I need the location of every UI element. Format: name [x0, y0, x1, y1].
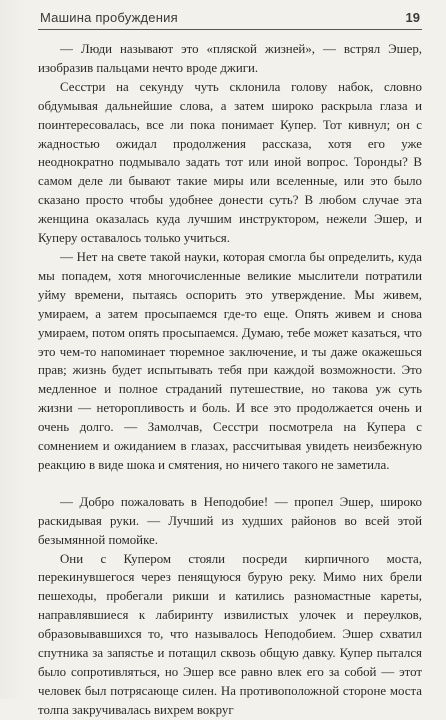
paragraph: — Люди называют это «пляской жизней», — встрял Эшер, изобразив пальцами нечто вроде джиги. [38, 42, 422, 75]
paragraph: Они с Купером стояли посреди кирпичного моста, перекинувшегося через пенящуюся бурую реку. Мимо них брели пешеходы, пробегали рикши и катились разномастные кареты, направлявшиеся к лабиринту извилистых улочек и переулков, образовывавшихся то, что называлось Неподобием. Эшер схватил спутника за запястье и потащил сквозь общую давку. Купер пытался было сопротивляться, но Эшер все равно влек его за собой — этот человек был потрясающе силен. На противоположной стороне моста толпа закручивалась вихрем вокруг [38, 551, 422, 717]
paragraph: — Нет на свете такой науки, которая смогла бы определить, куда мы попадем, хотя многочисленные великие мыслители потратили уйму времени, пытаясь оспорить это утверждение. Мы живем, умираем, а затем просыпаемся где-то еще. Опять живем и снова умираем, потом опять просыпаемся. Думаю, тебе может казаться, что это чем-то напоминает тюремное заключение, и ты даже окажешься прав; жизнь будет испытывать тебя при каждой возможности. Это медленное и полное страданий путешествие, но такова уж суть жизни — неторопливость и боль. И все это продолжается очень и очень долго. — Замолчав, Сесстри посмотрела на Купера с сомнением и ожиданием в глазах, рассчитывая увидеть неизбежную реакцию в виде шока и смятения, но ничего такого не заметила. [38, 249, 422, 472]
page-number: 19 [405, 10, 420, 25]
paragraph: Сесстри на секунду чуть склонила голову набок, словно обдумывая дальнейшие слова, а затем широко раскрыла глаза и поинтересовалась, все ли пока понимает Купер. Тот кивнул; он с жадностью ожидал продолжения рассказа, хотя его уже неоднократно подмывало задать тот или иной вопрос. Торонды? В самом деле ли бывают такие миры или вселенные, или это было сказано просто чтобы удобнее донести суть? В любом случае эта женщина оказалась куда лучшим инструктором, нежели Эшер, и Куперу оставалось только учиться. [38, 79, 422, 246]
body-text [38, 40, 422, 720]
running-title: Машина пробуждения [40, 10, 178, 25]
running-header [38, 10, 422, 30]
paragraph: — Добро пожаловать в Неподобие! — пропел Эшер, широко раскидывая руки. — Лучший из худших районов во всей этой безымянной помойке. [38, 494, 422, 547]
